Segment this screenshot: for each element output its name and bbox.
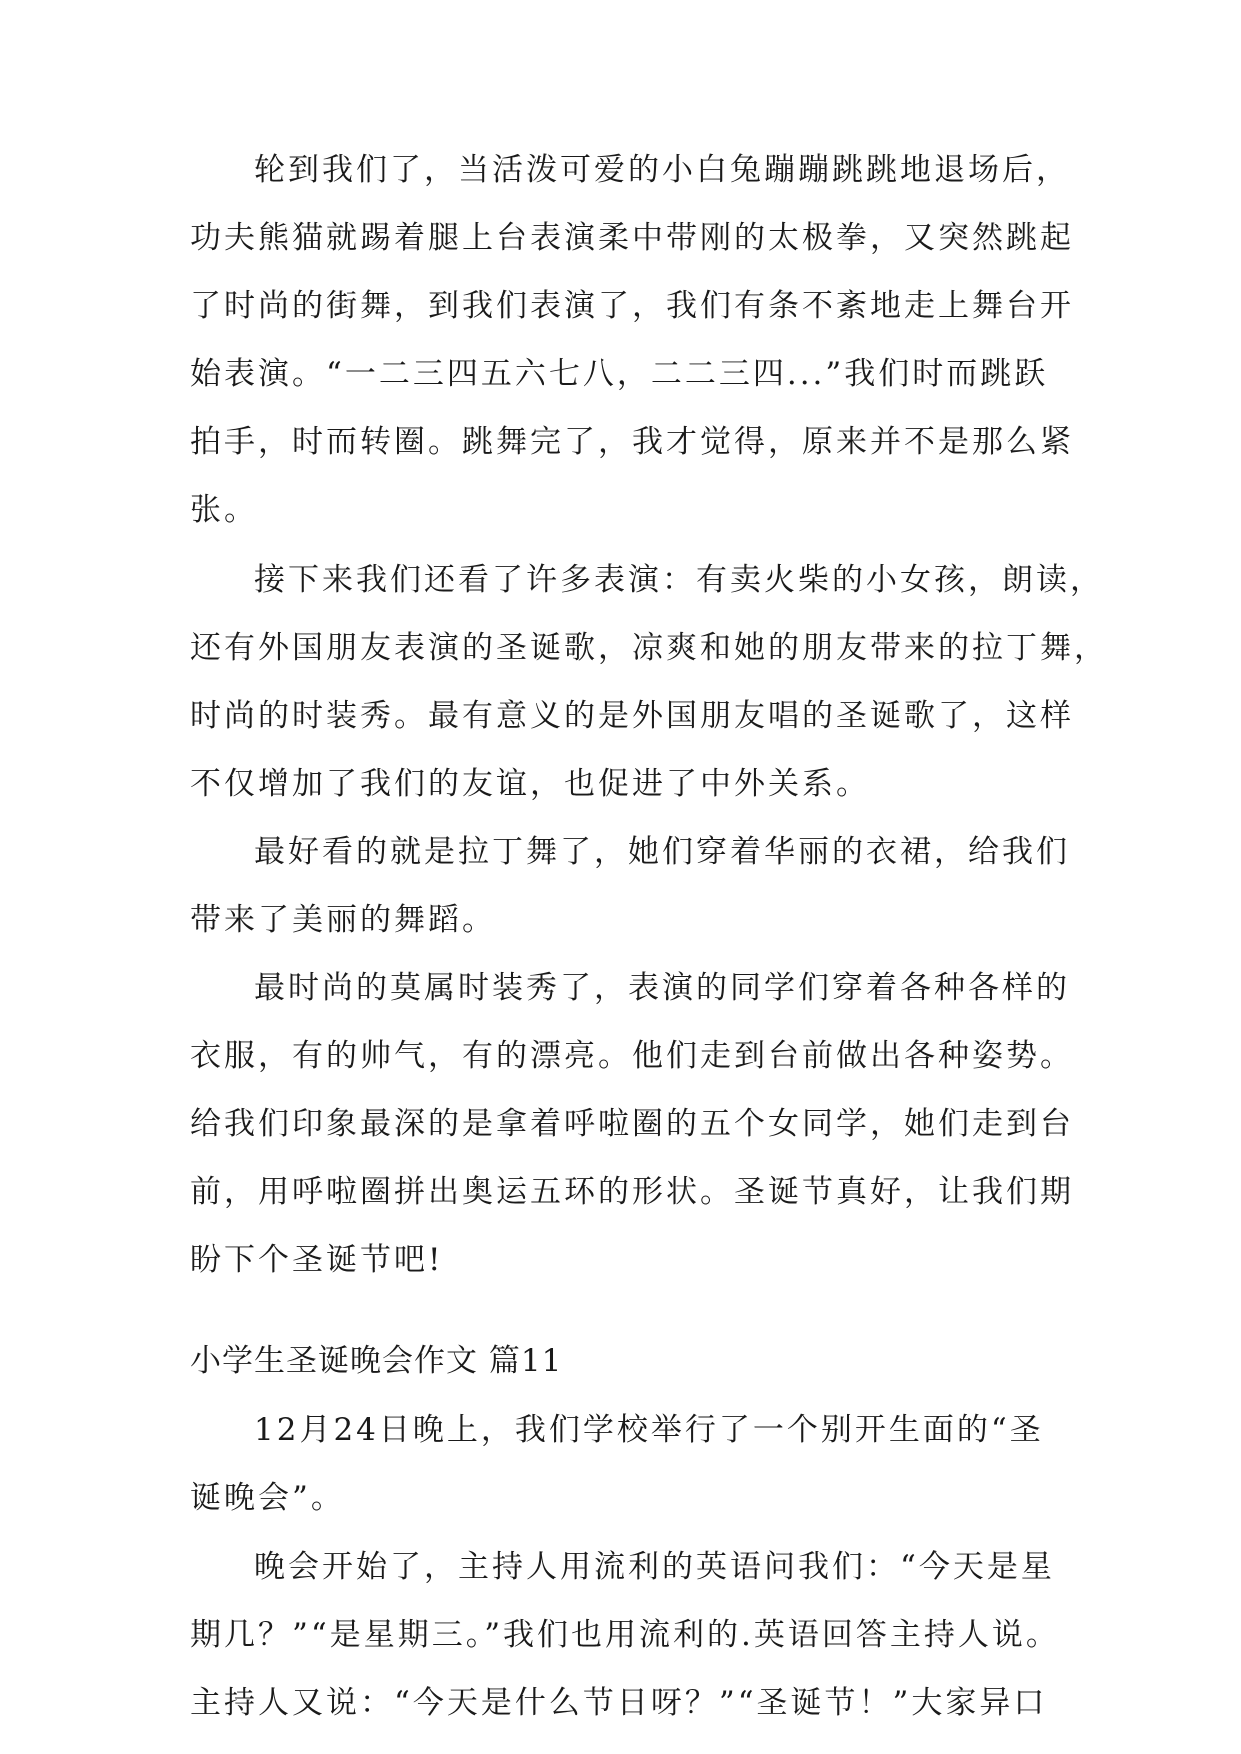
paragraph-line: 12月24日晚上，我们学校举行了一个别开生面的“圣 [254,1412,1044,1448]
paragraph-line: 期几？”“是星期三。”我们也用流利的.英语回答主持人说。 [190,1617,1060,1653]
paragraph-line: 最好看的就是拉丁舞了，她们穿着华丽的衣裙，给我们 [254,834,1070,870]
paragraph-line: 接下来我们还看了许多表演：有卖火柴的小女孩，朗读， [254,562,1104,598]
paragraph-line: 不仅增加了我们的友谊，也促进了中外关系。 [190,766,870,802]
paragraph-line: 带来了美丽的舞蹈。 [190,902,496,938]
paragraph-line: 给我们印象最深的是拿着呼啦圈的五个女同学，她们走到台 [190,1106,1074,1142]
paragraph-line: 功夫熊猫就踢着腿上台表演柔中带刚的太极拳，又突然跳起 [190,220,1074,256]
paragraph-line: 始表演。“一二三四五六七八，二二三四...”我们时而跳跃 [190,356,1049,392]
paragraph-line: 晚会开始了，主持人用流利的英语问我们：“今天是星 [254,1549,1055,1585]
paragraph-line: 拍手，时而转圈。跳舞完了，我才觉得，原来并不是那么紧 [190,424,1074,460]
paragraph-line: 还有外国朋友表演的圣诞歌，凉爽和她的朋友带来的拉丁舞， [190,630,1108,666]
paragraph-line: 诞晚会”。 [190,1480,345,1516]
paragraph-line: 前，用呼啦圈拼出奥运五环的形状。圣诞节真好，让我们期 [190,1174,1074,1210]
paragraph-line: 盼下个圣诞节吧! [190,1242,444,1278]
section-heading: 小学生圣诞晚会作文 篇11 [190,1343,563,1379]
paragraph-line: 时尚的时装秀。最有意义的是外国朋友唱的圣诞歌了，这样 [190,698,1074,734]
paragraph-line: 最时尚的莫属时装秀了，表演的同学们穿着各种各样的 [254,970,1070,1006]
paragraph-line: 了时尚的街舞，到我们表演了，我们有条不紊地走上舞台开 [190,288,1074,324]
paragraph-line: 张。 [190,492,258,528]
paragraph-line: 主持人又说：“今天是什么节日呀？”“圣诞节！”大家异口 [190,1685,1048,1721]
paragraph-line: 轮到我们了，当活泼可爱的小白兔蹦蹦跳跳地退场后， [254,152,1070,188]
paragraph-line: 衣服，有的帅气，有的漂亮。他们走到台前做出各种姿势。 [190,1038,1074,1074]
